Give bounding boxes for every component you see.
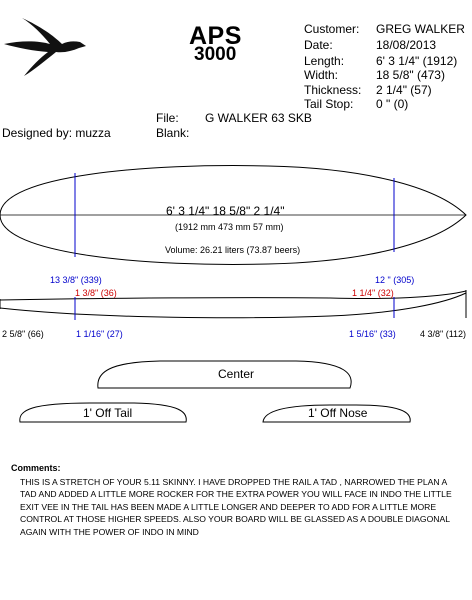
thickness-value: 2 1/4" (57) [376, 83, 432, 97]
comments-title: Comments: [11, 463, 61, 473]
brand-title: APS [189, 22, 242, 50]
nose-template-label: 1' Off Nose [308, 406, 368, 420]
nose-rocker-12-label: 1 5/16" (33) [349, 329, 396, 339]
rocker-deck [0, 291, 466, 300]
date-value: 18/08/2013 [376, 38, 437, 52]
outline-dimensions-metric: (1912 mm 473 mm 57 mm) [175, 222, 284, 232]
nose-width-label: 12 " (305) [375, 275, 415, 285]
outline-dimensions-imperial: 6' 3 1/4" 18 5/8" 2 1/4" [166, 204, 285, 218]
length-label: Length: [304, 54, 345, 68]
tail-stop-value: 0 " (0) [376, 97, 409, 111]
tail-template-label: 1' Off Tail [83, 406, 133, 420]
center-template-label: Center [218, 367, 255, 381]
date-label: Date: [304, 38, 333, 52]
outline-volume: Volume: 26.21 liters (73.87 beers) [165, 245, 301, 255]
width-label: Width: [304, 68, 339, 82]
file-label: File: [156, 111, 179, 125]
file-value: G WALKER 63 SKB [205, 111, 312, 125]
designer-credit: Designed by: muzza [2, 126, 111, 140]
nose-thickness-label: 1 1/4" (32) [352, 288, 394, 298]
nose-rocker-label: 4 3/8" (112) [420, 329, 467, 339]
rocker-profile [0, 290, 466, 320]
customer-label: Customer: [304, 22, 360, 36]
tail-rocker-label: 2 5/8" (66) [2, 329, 44, 339]
length-value: 6' 3 1/4" (1912) [376, 54, 458, 68]
tail-thickness-label: 1 3/8" (36) [75, 288, 117, 298]
tail-rocker-12-label: 1 1/16" (27) [76, 329, 123, 339]
width-value: 18 5/8" (473) [376, 68, 445, 82]
customer-value: GREG WALKER [376, 22, 465, 36]
comments-body: THIS IS A STRETCH OF YOUR 5.11 SKINNY. I HAVE DROPPED THE RAIL A TAD , NARROWED THE PLAN A TAD AND ADDED A LITTLE MORE ROCKER FOR THE EXTRA POWER YOU WILL FACE IN INDO THE LITTLE EXIT VEE IN THE TAIL HAS BEEN MADE A LITTLE LONGER AND DEEPER TO ADD FOR A LITTLE MORE CONTROL AT THOSE HIGHER SPEEDS. ALSO YOUR BOARD WILL BE GLASSED AS A DOUBLE DIAGONAL AGAIN WITH THE POWER OF INDO IN MIND [20, 477, 452, 537]
blank-label: Blank: [156, 126, 190, 140]
thickness-label: Thickness: [304, 83, 362, 97]
tail-width-label: 13 3/8" (339) [50, 275, 102, 285]
rocker-bottom [0, 293, 466, 318]
tail-stop-label: Tail Stop: [304, 97, 354, 111]
brand-model: 3000 [194, 44, 237, 65]
